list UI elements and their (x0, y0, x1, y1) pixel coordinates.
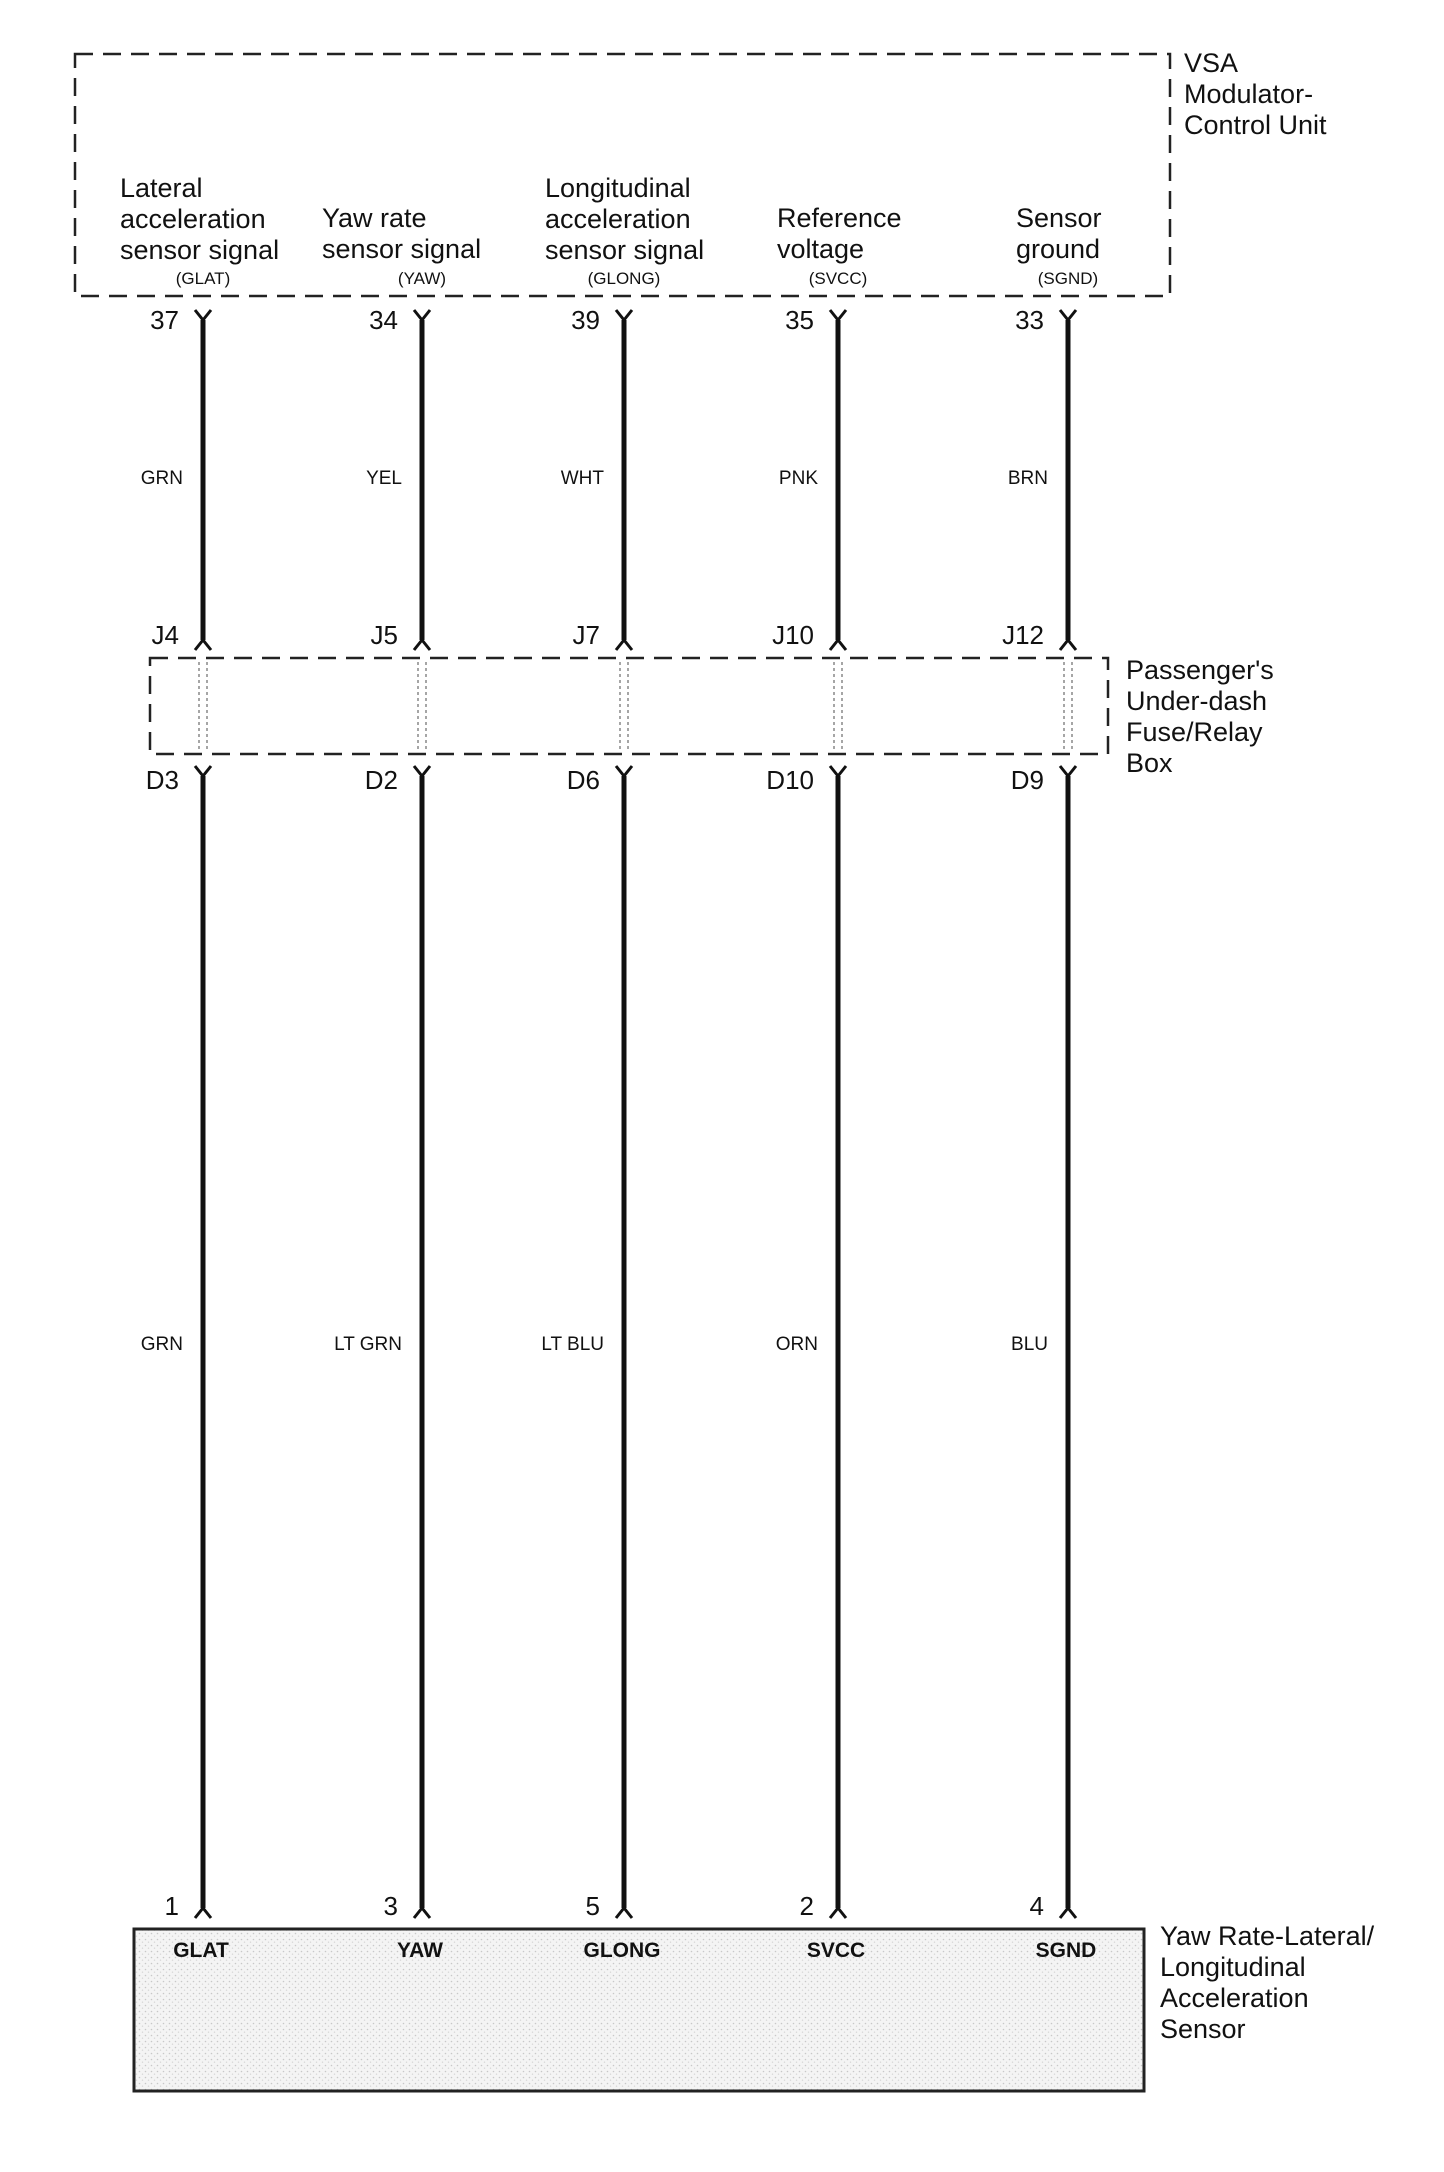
vsa-pin-number: 37 (150, 305, 179, 335)
lower-wire-color: ORN (775, 1334, 818, 1355)
d-connector-fork (195, 766, 211, 776)
vsa-title-line: VSA (1184, 48, 1237, 78)
signal-abbreviation: (SVCC) (808, 269, 868, 288)
j-terminal-label: J4 (151, 620, 179, 650)
sensor-terminal-label: GLONG (583, 1939, 661, 1962)
d-terminal-label: D9 (1010, 765, 1044, 795)
fuse-box-title-line: Passenger's (1126, 655, 1274, 685)
signal-label-line: Sensor (1016, 203, 1102, 233)
d-connector-fork (830, 766, 846, 776)
sensor-pin-number: 5 (585, 1891, 600, 1921)
sensor-title-line: Acceleration (1160, 1983, 1309, 2013)
sensor-pin-number: 4 (1029, 1891, 1044, 1921)
vsa-pin-number: 39 (571, 305, 600, 335)
sensor-title-line: Yaw Rate-Lateral/ (1160, 1921, 1375, 1951)
signal-label-line: sensor signal (120, 235, 280, 265)
j-terminal-label: J5 (370, 620, 398, 650)
signal-label-line: Yaw rate (322, 203, 427, 233)
signal-label-line: sensor signal (322, 234, 482, 264)
signal-label-line: ground (1016, 234, 1101, 264)
vsa-connector-fork (616, 310, 632, 320)
fuse-relay-box (150, 655, 1281, 778)
j-connector-fork (195, 640, 211, 650)
circuit-glat (120, 173, 279, 1962)
signal-abbreviation: (GLONG) (587, 269, 661, 288)
fuse-box-title-line: Under-dash (1126, 686, 1268, 716)
sensor-pin-number: 1 (164, 1891, 179, 1921)
sensor-title-line: Longitudinal (1160, 1952, 1306, 1982)
j-connector-fork (414, 640, 430, 650)
signal-abbreviation: (YAW) (397, 269, 447, 288)
signal-label-line: voltage (777, 234, 865, 264)
yaw-rate-sensor (134, 1921, 1382, 2091)
signal-label-line: Reference (777, 203, 902, 233)
vsa-unit-title (1184, 48, 1327, 140)
vsa-pin-number: 34 (369, 305, 398, 335)
sensor-connector-fork (616, 1908, 632, 1918)
upper-wire-color: WHT (560, 468, 604, 489)
d-connector-fork (414, 766, 430, 776)
vsa-connector-fork (195, 310, 211, 320)
sensor-connector-fork (830, 1908, 846, 1918)
circuit-sgnd (1002, 203, 1101, 1962)
sensor-terminal-label: GLAT (173, 1939, 229, 1962)
upper-wire-color: BRN (1007, 468, 1048, 489)
circuit-glong (541, 173, 704, 1962)
upper-wire-color: GRN (140, 468, 183, 489)
sensor-pin-number: 2 (799, 1891, 814, 1921)
fuse-box-outline (150, 658, 1108, 754)
sensor-terminal-label: SGND (1035, 1939, 1097, 1962)
j-connector-fork (616, 640, 632, 650)
signal-abbreviation: (SGND) (1037, 269, 1099, 288)
vsa-pin-number: 33 (1015, 305, 1044, 335)
circuit-yaw (322, 203, 481, 1962)
lower-wire-color: LT GRN (334, 1334, 402, 1355)
d-connector-fork (616, 766, 632, 776)
fuse-box-title-line: Fuse/Relay (1126, 717, 1263, 747)
signal-label-line: acceleration (545, 204, 691, 234)
lower-wire-color: LT BLU (541, 1334, 604, 1355)
signal-label-line: Longitudinal (545, 173, 691, 203)
j-terminal-label: J12 (1002, 620, 1044, 650)
j-terminal-label: J7 (572, 620, 600, 650)
sensor-pin-number: 3 (383, 1891, 398, 1921)
d-connector-fork (1060, 766, 1076, 776)
signal-label-line: sensor signal (545, 235, 705, 265)
lower-wire-color: BLU (1011, 1334, 1048, 1355)
circuit-columns (120, 173, 1102, 1962)
signal-label-line: Lateral (120, 173, 203, 203)
d-terminal-label: D10 (766, 765, 814, 795)
j-terminal-label: J10 (772, 620, 814, 650)
sensor-connector-fork (414, 1908, 430, 1918)
upper-wire-color: YEL (366, 468, 402, 489)
lower-wire-color: GRN (140, 1334, 183, 1355)
d-terminal-label: D2 (364, 765, 398, 795)
vsa-title-line: Control Unit (1184, 110, 1327, 140)
vsa-title-line: Modulator- (1184, 79, 1314, 109)
sensor-title (1160, 1921, 1382, 2044)
j-connector-fork (1060, 640, 1076, 650)
circuit-svcc (766, 203, 901, 1962)
sensor-connector-fork (1060, 1908, 1076, 1918)
vsa-connector-fork (414, 310, 430, 320)
fuse-box-title-line: Box (1126, 748, 1173, 778)
sensor-connector-fork (195, 1908, 211, 1918)
signal-label-line: acceleration (120, 204, 266, 234)
sensor-title-line: Sensor (1160, 2014, 1246, 2044)
d-terminal-label: D6 (566, 765, 600, 795)
sensor-terminal-label: YAW (397, 1939, 443, 1962)
d-terminal-label: D3 (145, 765, 179, 795)
upper-wire-color: PNK (778, 468, 818, 489)
vsa-pin-number: 35 (785, 305, 814, 335)
sensor-terminal-label: SVCC (806, 1939, 866, 1962)
vsa-connector-fork (1060, 310, 1076, 320)
fuse-box-title (1126, 655, 1281, 778)
vsa-connector-fork (830, 310, 846, 320)
j-connector-fork (830, 640, 846, 650)
signal-abbreviation: (GLAT) (175, 269, 231, 288)
